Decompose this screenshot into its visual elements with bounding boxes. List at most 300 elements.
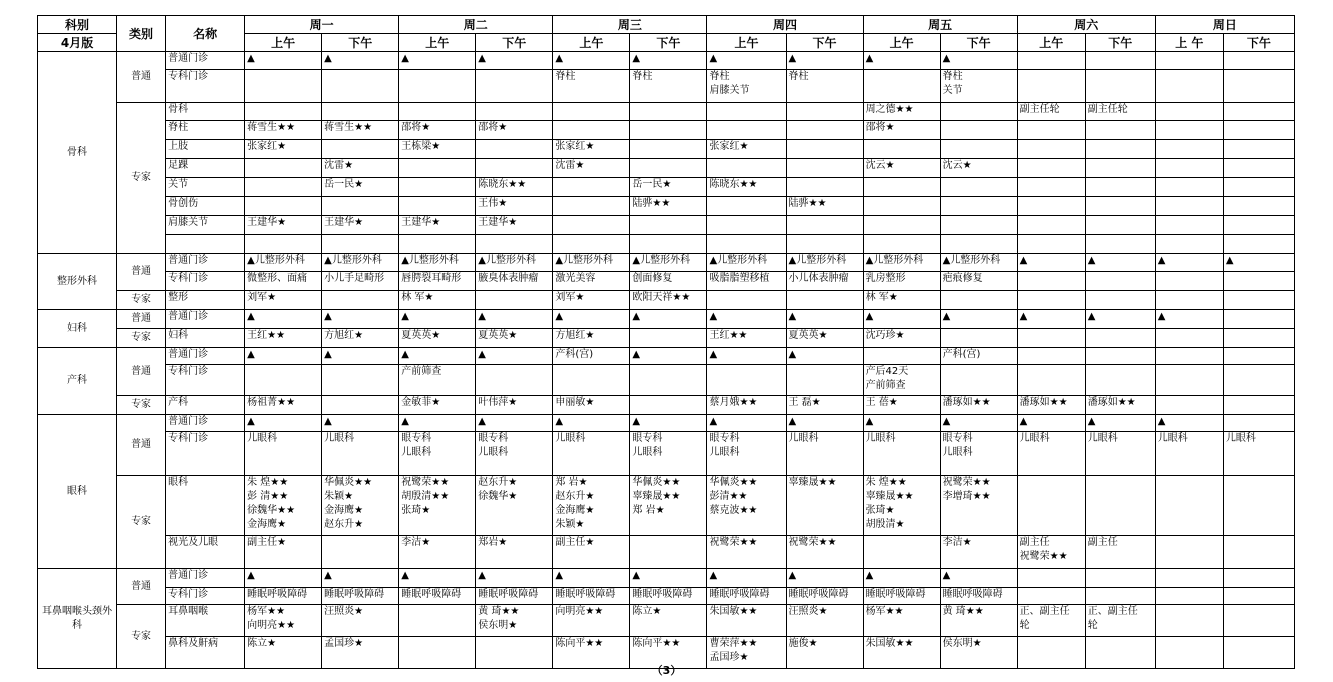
schedule-cell: 蔡月娥★★ <box>707 396 786 415</box>
day-header-wed: 周三 <box>553 16 707 34</box>
pm-header: 下午 <box>786 34 863 52</box>
clinic-name-cell: 脊柱 <box>166 121 245 140</box>
schedule-cell: 陈向平★★ <box>553 637 630 669</box>
schedule-cell <box>1085 159 1155 178</box>
schedule-cell: 金敏菲★ <box>399 396 476 415</box>
schedule-cell <box>630 536 707 569</box>
schedule-cell <box>1085 476 1155 536</box>
schedule-cell: 产科(宫) <box>940 348 1017 365</box>
schedule-cell: ▲ <box>245 415 322 432</box>
clinic-name-cell: 专科门诊 <box>166 432 245 476</box>
schedule-cell <box>553 103 630 121</box>
schedule-cell <box>1223 52 1294 70</box>
schedule-cell: 曹荣萍★★ 孟国珍★ <box>707 637 786 669</box>
schedule-cell: 赵东升★ 徐魏华★ <box>476 476 553 536</box>
schedule-cell <box>1085 365 1155 396</box>
schedule-cell: 林 军★ <box>863 291 940 310</box>
schedule-cell <box>863 140 940 159</box>
clinic-name-cell: 普通门诊 <box>166 569 245 588</box>
schedule-cell: 产科(宫) <box>553 348 630 365</box>
schedule-cell: ▲ <box>1085 310 1155 329</box>
schedule-cell <box>1155 291 1223 310</box>
clinic-name-cell: 整形 <box>166 291 245 310</box>
clinic-name-cell: 专科门诊 <box>166 588 245 605</box>
schedule-cell <box>476 70 553 103</box>
schedule-cell: ▲儿整形外科 <box>399 254 476 272</box>
table-row <box>38 178 1295 197</box>
schedule-cell: 朱 煌★★ 辜臻晟★★ 张琦★ 胡殷清★ <box>863 476 940 536</box>
schedule-cell: 沈云★ <box>863 159 940 178</box>
schedule-cell <box>322 536 399 569</box>
schedule-cell: 儿眼科 <box>1085 432 1155 476</box>
am-header: 上午 <box>707 34 786 52</box>
schedule-cell <box>399 159 476 178</box>
schedule-cell <box>1223 121 1294 140</box>
schedule-cell <box>1017 588 1085 605</box>
schedule-cell: ▲ <box>863 415 940 432</box>
schedule-cell <box>322 197 399 216</box>
schedule-cell: 王建华★ <box>322 216 399 235</box>
schedule-cell <box>1085 235 1155 254</box>
schedule-cell: 睡眠呼吸障碍 <box>940 588 1017 605</box>
schedule-cell <box>940 291 1017 310</box>
schedule-cell <box>1017 52 1085 70</box>
schedule-cell <box>1017 329 1085 348</box>
schedule-cell: ▲ <box>630 569 707 588</box>
schedule-cell <box>786 103 863 121</box>
schedule-cell <box>1085 178 1155 197</box>
schedule-cell <box>1223 396 1294 415</box>
schedule-cell: 蒋雪生★★ <box>245 121 322 140</box>
name-header: 名称 <box>166 16 245 52</box>
schedule-cell <box>786 235 863 254</box>
schedule-cell <box>940 197 1017 216</box>
schedule-cell: 副主任★ <box>245 536 322 569</box>
schedule-cell <box>1017 365 1085 396</box>
schedule-cell <box>1085 197 1155 216</box>
schedule-cell <box>1223 291 1294 310</box>
schedule-cell <box>940 140 1017 159</box>
schedule-cell <box>940 216 1017 235</box>
schedule-cell: ▲ <box>630 348 707 365</box>
schedule-cell <box>630 235 707 254</box>
clinic-name-cell: 妇科 <box>166 329 245 348</box>
schedule-cell: 睡眠呼吸障碍 <box>707 588 786 605</box>
schedule-cell: ▲儿整形外科 <box>630 254 707 272</box>
schedule-cell <box>1155 235 1223 254</box>
schedule-cell <box>940 235 1017 254</box>
schedule-cell <box>399 103 476 121</box>
schedule-cell <box>1155 70 1223 103</box>
schedule-cell: 儿眼科 <box>1223 432 1294 476</box>
schedule-cell <box>322 70 399 103</box>
clinic-name-cell: 产科 <box>166 396 245 415</box>
schedule-cell: 刘军★ <box>245 291 322 310</box>
schedule-cell: 华佩炎★★ 彭清★★ 蔡克波★★ <box>707 476 786 536</box>
schedule-cell: 沈雷★ <box>322 159 399 178</box>
schedule-body <box>38 52 1295 669</box>
table-row <box>38 415 1295 432</box>
schedule-cell <box>1223 235 1294 254</box>
schedule-cell: 朱 煌★★ 彭 清★★ 徐魏华★★ 金海鹰★ <box>245 476 322 536</box>
schedule-cell <box>1155 365 1223 396</box>
schedule-cell: ▲ <box>863 310 940 329</box>
schedule-cell: 邵将★ <box>399 121 476 140</box>
clinic-name-cell: 上肢 <box>166 140 245 159</box>
table-row <box>38 272 1295 291</box>
schedule-cell: 正、副主任 轮 <box>1017 605 1085 637</box>
schedule-cell: 陈向平★★ <box>630 637 707 669</box>
schedule-cell <box>1223 348 1294 365</box>
schedule-cell <box>1223 272 1294 291</box>
schedule-cell <box>1155 476 1223 536</box>
schedule-cell <box>786 178 863 197</box>
schedule-cell: 副主任 <box>1085 536 1155 569</box>
schedule-cell <box>1223 588 1294 605</box>
schedule-cell: 儿眼科 <box>553 432 630 476</box>
schedule-cell <box>245 365 322 396</box>
schedule-cell: 华佩炎★★ 辜臻晟★★ 郑 岩★ <box>630 476 707 536</box>
schedule-cell <box>476 291 553 310</box>
schedule-cell: 睡眠呼吸障碍 <box>553 588 630 605</box>
schedule-cell: ▲ <box>863 569 940 588</box>
schedule-cell: 向明亮★★ <box>553 605 630 637</box>
schedule-cell <box>322 140 399 159</box>
schedule-cell: 蒋雪生★★ <box>322 121 399 140</box>
schedule-cell: 沈雷★ <box>553 159 630 178</box>
dept-cell: 眼科 <box>38 415 117 569</box>
day-header-fri: 周五 <box>863 16 1017 34</box>
schedule-cell <box>553 216 630 235</box>
schedule-cell: 睡眠呼吸障碍 <box>399 588 476 605</box>
schedule-cell <box>1155 396 1223 415</box>
schedule-cell <box>1155 140 1223 159</box>
schedule-cell <box>322 103 399 121</box>
schedule-cell <box>1223 329 1294 348</box>
schedule-cell: 产前筛查 <box>399 365 476 396</box>
schedule-cell: 夏英英★ <box>786 329 863 348</box>
schedule-cell: 杨军★★ 向明亮★★ <box>245 605 322 637</box>
table-row <box>38 310 1295 329</box>
schedule-cell <box>1017 235 1085 254</box>
schedule-cell: 儿眼科 <box>1017 432 1085 476</box>
schedule-cell: ▲ <box>322 415 399 432</box>
schedule-cell: ▲ <box>476 52 553 70</box>
schedule-cell: 邵将★ <box>476 121 553 140</box>
schedule-cell: ▲儿整形外科 <box>322 254 399 272</box>
schedule-cell <box>553 365 630 396</box>
category-cell: 专家 <box>117 291 166 310</box>
schedule-cell: ▲ <box>940 52 1017 70</box>
am-header: 上午 <box>1017 34 1085 52</box>
schedule-cell <box>245 197 322 216</box>
schedule-cell: 王 蓓★ <box>863 396 940 415</box>
schedule-cell: 祝鹭荣★★ <box>707 536 786 569</box>
schedule-cell <box>707 291 786 310</box>
schedule-cell <box>476 235 553 254</box>
schedule-cell: 岳一民★ <box>322 178 399 197</box>
schedule-cell: ▲ <box>630 52 707 70</box>
schedule-cell <box>1085 216 1155 235</box>
schedule-cell: 儿眼科 <box>786 432 863 476</box>
day-header-sun: 周日 <box>1155 16 1294 34</box>
schedule-cell <box>553 235 630 254</box>
schedule-cell <box>1223 159 1294 178</box>
schedule-cell <box>399 235 476 254</box>
clinic-name-cell: 普通门诊 <box>166 52 245 70</box>
schedule-cell: 方旭红★ <box>553 329 630 348</box>
schedule-cell <box>1017 348 1085 365</box>
schedule-cell: ▲儿整形外科 <box>863 254 940 272</box>
am-header: 上午 <box>863 34 940 52</box>
schedule-cell <box>630 103 707 121</box>
category-cell: 普通 <box>117 254 166 291</box>
schedule-cell: ▲ <box>399 348 476 365</box>
schedule-cell <box>707 103 786 121</box>
schedule-cell <box>1085 121 1155 140</box>
schedule-cell <box>553 178 630 197</box>
schedule-cell: 方旭红★ <box>322 329 399 348</box>
schedule-cell <box>1085 291 1155 310</box>
schedule-cell: ▲ <box>707 52 786 70</box>
schedule-cell: 叶伟萍★ <box>476 396 553 415</box>
schedule-cell <box>1085 588 1155 605</box>
schedule-cell <box>707 159 786 178</box>
schedule-cell <box>322 291 399 310</box>
schedule-cell <box>1017 291 1085 310</box>
pm-header: 下午 <box>1085 34 1155 52</box>
schedule-cell: 沈巧珍★ <box>863 329 940 348</box>
schedule-cell: ▲ <box>786 310 863 329</box>
schedule-cell: ▲儿整形外科 <box>553 254 630 272</box>
schedule-cell: 儿眼科 <box>1155 432 1223 476</box>
schedule-cell: ▲ <box>476 348 553 365</box>
table-row <box>38 588 1295 605</box>
schedule-cell: 夏英英★ <box>399 329 476 348</box>
table-row <box>38 121 1295 140</box>
header-row-days <box>38 16 1295 34</box>
schedule-cell <box>630 396 707 415</box>
schedule-cell <box>1223 103 1294 121</box>
schedule-cell: ▲ <box>1017 310 1085 329</box>
schedule-cell: ▲ <box>553 310 630 329</box>
schedule-cell: 腋臭体表肿瘤 <box>476 272 553 291</box>
schedule-cell <box>1155 569 1223 588</box>
dept-cell: 产科 <box>38 348 117 415</box>
schedule-cell <box>399 178 476 197</box>
dept-header: 科别 <box>38 16 117 34</box>
schedule-cell: 沈云★ <box>940 159 1017 178</box>
schedule-cell: ▲ <box>1155 415 1223 432</box>
schedule-cell: 朱国敏★★ <box>863 637 940 669</box>
schedule-cell <box>863 197 940 216</box>
schedule-cell: 李洁★ <box>399 536 476 569</box>
schedule-cell: ▲ <box>245 348 322 365</box>
pm-header: 下午 <box>1223 34 1294 52</box>
schedule-cell: 张家红★ <box>245 140 322 159</box>
schedule-cell: 副主任轮 <box>1017 103 1085 121</box>
schedule-cell <box>786 291 863 310</box>
table-row <box>38 254 1295 272</box>
schedule-cell: 辜臻晟★★ <box>786 476 863 536</box>
schedule-cell: 郑 岩★ 赵东升★ 金海鹰★ 朱颖★ <box>553 476 630 536</box>
schedule-cell: 黄 琦★★ 侯东明★ <box>476 605 553 637</box>
schedule-cell <box>1017 272 1085 291</box>
schedule-cell: 夏英英★ <box>476 329 553 348</box>
schedule-cell: ▲ <box>476 415 553 432</box>
schedule-cell: 脊柱 <box>786 70 863 103</box>
schedule-cell: 产后42天 产前筛查 <box>863 365 940 396</box>
schedule-cell <box>1223 536 1294 569</box>
clinic-name-cell: 骨科 <box>166 103 245 121</box>
schedule-cell: 微整形、面痛 <box>245 272 322 291</box>
schedule-cell <box>1085 52 1155 70</box>
schedule-cell: 陆骅★★ <box>786 197 863 216</box>
schedule-cell <box>863 348 940 365</box>
clinic-name-cell: 鼻科及鼾病 <box>166 637 245 669</box>
schedule-cell: 脊柱 肩膝关节 <box>707 70 786 103</box>
schedule-cell: 王建华★ <box>476 216 553 235</box>
pm-header: 下午 <box>940 34 1017 52</box>
schedule-cell: 李洁★ <box>940 536 1017 569</box>
day-header-mon: 周一 <box>245 16 399 34</box>
schedule-cell <box>1085 70 1155 103</box>
schedule-cell: ▲ <box>786 415 863 432</box>
schedule-cell <box>940 103 1017 121</box>
schedule-cell: 激光美容 <box>553 272 630 291</box>
schedule-cell <box>476 140 553 159</box>
schedule-cell: ▲ <box>399 569 476 588</box>
schedule-cell <box>1155 272 1223 291</box>
clinic-name-cell: 普通门诊 <box>166 348 245 365</box>
clinic-schedule-table <box>37 15 1295 669</box>
schedule-cell <box>322 365 399 396</box>
table-row <box>38 396 1295 415</box>
category-cell: 专家 <box>117 329 166 348</box>
schedule-cell: ▲ <box>940 569 1017 588</box>
schedule-cell <box>786 216 863 235</box>
schedule-cell: 汪照炎★ <box>786 605 863 637</box>
schedule-cell: ▲ <box>476 569 553 588</box>
schedule-cell: ▲ <box>630 310 707 329</box>
schedule-cell <box>1155 103 1223 121</box>
schedule-cell <box>1017 178 1085 197</box>
schedule-cell <box>786 365 863 396</box>
schedule-cell: 王栋梁★ <box>399 140 476 159</box>
schedule-cell: 创面修复 <box>630 272 707 291</box>
schedule-cell: ▲ <box>1155 310 1223 329</box>
day-header-tue: 周二 <box>399 16 553 34</box>
schedule-cell: ▲ <box>553 569 630 588</box>
schedule-cell: 欧阳天祥★★ <box>630 291 707 310</box>
schedule-cell <box>1085 329 1155 348</box>
table-row <box>38 365 1295 396</box>
schedule-cell: 儿眼科 <box>245 432 322 476</box>
schedule-cell <box>1085 348 1155 365</box>
version-label: 4月版 <box>38 34 117 52</box>
pm-header: 下午 <box>476 34 553 52</box>
schedule-cell <box>1155 348 1223 365</box>
schedule-cell <box>707 197 786 216</box>
table-row <box>38 291 1295 310</box>
day-header-thu: 周四 <box>707 16 863 34</box>
clinic-name-cell: 视光及儿眼 <box>166 536 245 569</box>
schedule-cell <box>399 197 476 216</box>
schedule-cell: ▲ <box>245 52 322 70</box>
schedule-cell <box>1155 329 1223 348</box>
schedule-cell: 王伟★ <box>476 197 553 216</box>
schedule-cell <box>863 536 940 569</box>
schedule-cell: ▲ <box>553 415 630 432</box>
schedule-cell: 林 军★ <box>399 291 476 310</box>
day-header-sat: 周六 <box>1017 16 1155 34</box>
schedule-cell: ▲儿整形外科 <box>476 254 553 272</box>
schedule-cell: ▲ <box>786 348 863 365</box>
schedule-cell: ▲ <box>1017 254 1085 272</box>
schedule-cell <box>1155 197 1223 216</box>
schedule-cell: ▲ <box>322 52 399 70</box>
schedule-cell: ▲ <box>786 569 863 588</box>
table-row <box>38 140 1295 159</box>
clinic-name-cell: 专科门诊 <box>166 70 245 103</box>
schedule-cell: 睡眠呼吸障碍 <box>863 588 940 605</box>
schedule-cell: ▲儿整形外科 <box>707 254 786 272</box>
schedule-cell: 周之德★★ <box>863 103 940 121</box>
schedule-cell <box>786 159 863 178</box>
schedule-cell <box>1017 70 1085 103</box>
schedule-cell: 申丽敏★ <box>553 396 630 415</box>
clinic-name-cell: 眼科 <box>166 476 245 536</box>
schedule-cell <box>1017 121 1085 140</box>
schedule-cell: ▲ <box>630 415 707 432</box>
schedule-cell: 眼专科 儿眼科 <box>940 432 1017 476</box>
schedule-cell <box>1155 121 1223 140</box>
schedule-cell <box>1223 178 1294 197</box>
schedule-cell: 陆骅★★ <box>630 197 707 216</box>
schedule-cell: ▲ <box>399 52 476 70</box>
table-row <box>38 70 1295 103</box>
schedule-cell <box>1017 140 1085 159</box>
schedule-cell <box>786 140 863 159</box>
table-row <box>38 159 1295 178</box>
schedule-cell <box>1223 197 1294 216</box>
schedule-cell: 睡眠呼吸障碍 <box>786 588 863 605</box>
clinic-name-cell: 普通门诊 <box>166 415 245 432</box>
schedule-cell: 邵将★ <box>863 121 940 140</box>
schedule-cell <box>1155 52 1223 70</box>
clinic-name-cell: 足踝 <box>166 159 245 178</box>
schedule-cell: 潘琢如★★ <box>940 396 1017 415</box>
schedule-cell <box>863 216 940 235</box>
schedule-cell <box>399 70 476 103</box>
category-cell: 专家 <box>117 396 166 415</box>
schedule-cell: ▲ <box>476 310 553 329</box>
schedule-cell <box>245 235 322 254</box>
schedule-cell <box>553 121 630 140</box>
schedule-cell <box>707 216 786 235</box>
schedule-cell: ▲ <box>1085 254 1155 272</box>
schedule-cell: ▲ <box>707 415 786 432</box>
schedule-cell <box>1223 70 1294 103</box>
table-row <box>38 52 1295 70</box>
schedule-cell: 侯东明★ <box>940 637 1017 669</box>
category-cell: 专家 <box>117 103 166 254</box>
schedule-cell <box>707 235 786 254</box>
schedule-cell <box>863 235 940 254</box>
schedule-cell: 小儿体表肿瘤 <box>786 272 863 291</box>
schedule-cell: 祝鹭荣★★ 李增琦★★ <box>940 476 1017 536</box>
schedule-cell: ▲ <box>399 415 476 432</box>
